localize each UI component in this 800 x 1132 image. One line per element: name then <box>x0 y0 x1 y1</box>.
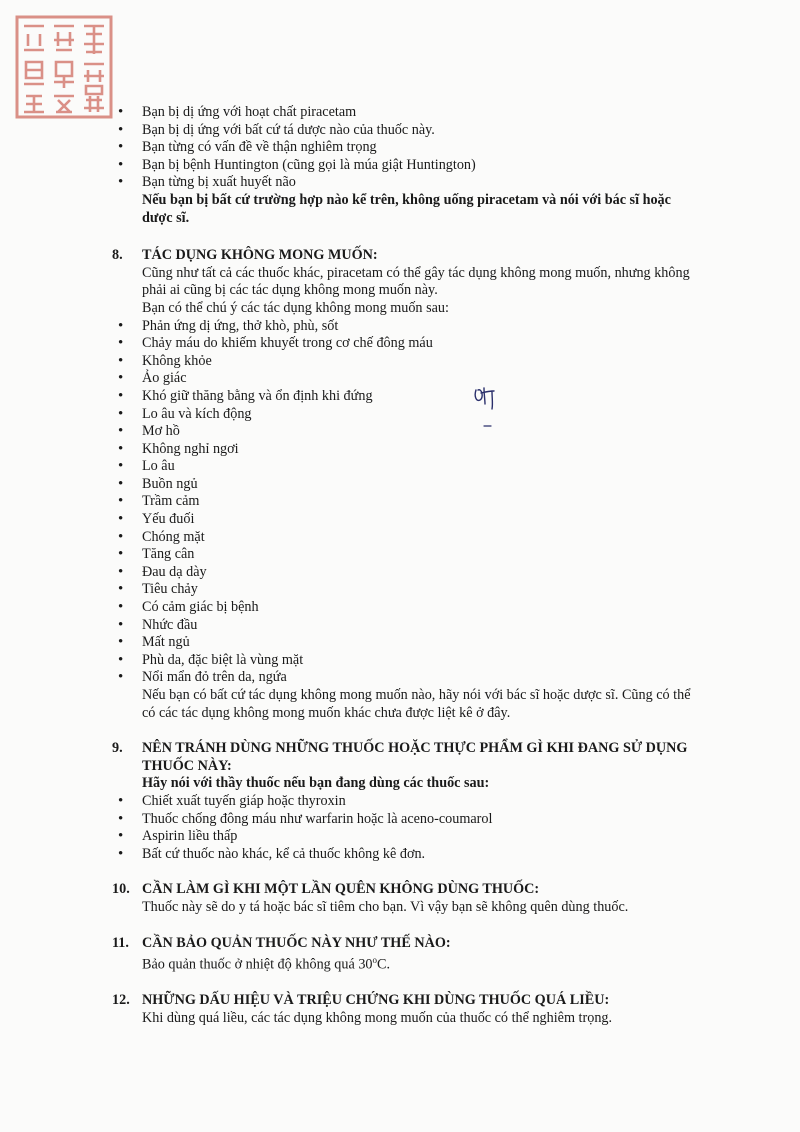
list-item: • Đau dạ dày <box>112 564 692 582</box>
list-item: • Nổi mẩn đỏ trên da, ngứa <box>112 669 692 687</box>
section-text <box>112 952 692 974</box>
list-item: • Nhức đầu <box>112 617 692 635</box>
section-11 <box>112 935 692 975</box>
section-text: Thuốc này sẽ do y tá hoặc bác sĩ tiêm cho bạn. Vì vậy bạn sẽ không quên dùng thuốc. <box>142 898 629 915</box>
section-number: 8. <box>112 247 123 264</box>
contraindication-list <box>112 104 692 192</box>
section-8 <box>112 247 692 722</box>
list-item: • Bạn bị dị ứng với bất cứ tá dược nào của thuốc này. <box>112 122 692 140</box>
list-item: • Bạn bị dị ứng với hoạt chất piracetam <box>112 104 692 122</box>
list-item: • Chiết xuất tuyến giáp hoặc thyroxin <box>112 793 692 811</box>
section-number: 10. <box>112 881 130 898</box>
list-item: • Bất cứ thuốc nào khác, kể cả thuốc không kê đơn. <box>112 846 692 864</box>
side-effects-list <box>112 318 692 687</box>
section-intro-2: Bạn có thể chú ý các tác dụng không mong muốn sau: <box>142 299 449 316</box>
section-title: CẦN LÀM GÌ KHI MỘT LẦN QUÊN KHÔNG DÙNG THUỐC: <box>142 881 540 898</box>
section-outro: Nếu bạn có bất cứ tác dụng không mong muốn nào, hãy nói với bác sĩ hoặc dược sĩ. Cũng có thể có các tác dụng không mong muốn khác chưa được liệt kê ở đây. <box>142 687 691 721</box>
list-item: • Không nghỉ ngơi <box>112 441 692 459</box>
list-item: • Khó giữ thăng bằng và ổn định khi đứng <box>112 388 692 406</box>
list-item: • Chóng mặt <box>112 529 692 547</box>
list-item: • Bạn từng có vấn đề về thận nghiêm trọng <box>112 139 692 157</box>
section-number: 12. <box>112 992 130 1009</box>
section-9 <box>112 740 692 863</box>
section-number: 9. <box>112 740 123 757</box>
storage-text: Bảo quản thuốc ở nhiệt độ không quá 30 <box>142 956 373 973</box>
section-title: TÁC DỤNG KHÔNG MONG MUỐN: <box>142 247 378 264</box>
section-title: CẦN BẢO QUẢN THUỐC NÀY NHƯ THẾ NÀO: <box>142 934 451 951</box>
section-title: NHỮNG DẤU HIỆU VÀ TRIỆU CHỨNG KHI DÙNG THUỐC QUÁ LIỀU: <box>142 992 610 1009</box>
section-10 <box>112 881 692 916</box>
list-item: • Bạn từng bị xuất huyết não <box>112 174 692 192</box>
section-12 <box>112 992 692 1027</box>
list-item: • Mơ hồ <box>112 423 692 441</box>
list-item: • Phù da, đặc biệt là vùng mặt <box>112 652 692 670</box>
list-item: • Ảo giác <box>112 370 692 388</box>
list-item: • Thuốc chống đông máu như warfarin hoặc là aceno-coumarol <box>112 811 692 829</box>
list-item: • Aspirin liều thấp <box>112 828 692 846</box>
degree-sign: o <box>372 955 378 966</box>
leaflet-content <box>112 104 692 1028</box>
list-item: • Có cảm giác bị bệnh <box>112 599 692 617</box>
list-item: • Yếu đuối <box>112 511 692 529</box>
storage-unit: C. <box>377 956 391 973</box>
list-item: • Lo âu và kích động <box>112 406 692 424</box>
section-subtitle: Hãy nói với thầy thuốc nếu bạn đang dùng các thuốc sau: <box>142 775 490 792</box>
list-item: • Trầm cảm <box>112 493 692 511</box>
list-item: • Tăng cân <box>112 546 692 564</box>
list-item: • Buồn ngủ <box>112 476 692 494</box>
interaction-list <box>112 793 692 863</box>
contraindication-warning: Nếu bạn bị bất cứ trường hợp nào kể trên, không uống piracetam và nói với bác sĩ hoặc dược sĩ. <box>142 191 671 226</box>
list-item: • Phản ứng dị ứng, thở khò, phù, sốt <box>112 318 692 336</box>
section-intro: Cũng như tất cả các thuốc khác, piracetam có thể gây tác dụng không mong muốn, nhưng không phải ai cũng bị các tác dụng không mong muốn này. <box>142 264 690 299</box>
section-number: 11. <box>112 934 129 951</box>
red-seal-stamp-icon <box>14 14 114 120</box>
list-item: • Lo âu <box>112 458 692 476</box>
list-item: • Tiêu chảy <box>112 581 692 599</box>
list-item: • Mất ngủ <box>112 634 692 652</box>
section-text: Khi dùng quá liều, các tác dụng không mong muốn của thuốc có thể nghiêm trọng. <box>142 1010 613 1027</box>
section-title: NÊN TRÁNH DÙNG NHỮNG THUỐC HOẶC THỰC PHẨM GÌ KHI ĐANG SỬ DỤNG THUỐC NÀY: <box>142 740 688 774</box>
list-item: • Không khỏe <box>112 353 692 371</box>
list-item: • Bạn bị bệnh Huntington (cũng gọi là múa giật Huntington) <box>112 157 692 175</box>
list-item: • Chảy máu do khiếm khuyết trong cơ chế đông máu <box>112 335 692 353</box>
